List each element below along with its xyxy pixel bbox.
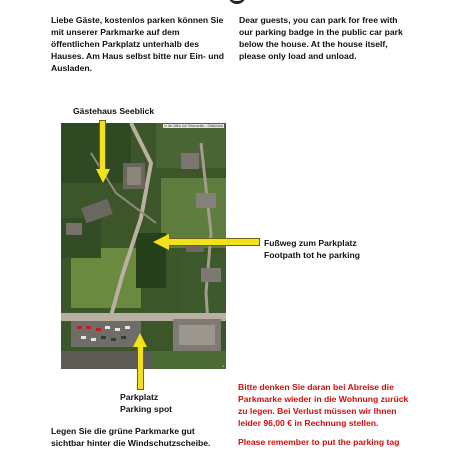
- footpath-label: [264, 237, 414, 261]
- header-fragment: [228, 0, 246, 4]
- guesthouse-arrow-shaft: [99, 120, 106, 170]
- guesthouse-label: Gästehaus Seeblick: [73, 106, 155, 116]
- return-notice-english: Please remember to put the parking tag: [238, 437, 400, 447]
- footpath-label-german: Fußweg zum Parkplatz: [264, 238, 357, 248]
- parking-label-english: Parking spot: [120, 404, 173, 415]
- parking-label-german: Parkplatz: [120, 392, 159, 402]
- map-caption: In der Nähe von Simonsrath – Gästehaus: [164, 124, 223, 128]
- footpath-label-english: Footpath tot he parking: [264, 250, 360, 261]
- parking-arrow-shaft: [137, 346, 144, 390]
- intro-text-german: Liebe Gäste, kostenlos parken können Sie mit unserer Parkmarke auf dem öffentlichen Parkplatz unterhalb des Hauses. Am Haus selbst bitte nur Ein- und Ausladen.: [51, 15, 225, 74]
- guesthouse-arrow-head: [96, 169, 110, 183]
- return-notice-german: Bitte denken Sie daran bei Abreise die Parkmarke wieder in die Wohnung zurück zu legen. Bei Verlust müssen wir Ihnen leider 96,00 € in Rechnung stellen.: [238, 382, 409, 429]
- intro-text-english: Dear guests, you can park for free with our parking badge in the public car park below the house. At the house itself, please only load and unload.: [239, 15, 403, 62]
- footer-text-german: Legen Sie die grüne Parkmarke gut sichtbar hinter die Windschutzscheibe.: [51, 426, 211, 449]
- footpath-arrow-head: [153, 234, 169, 250]
- parking-arrow-head: [133, 333, 147, 347]
- parking-label: [120, 391, 172, 415]
- footpath-arrow-shaft: [168, 238, 260, 246]
- map-footnote: 1: [222, 364, 224, 368]
